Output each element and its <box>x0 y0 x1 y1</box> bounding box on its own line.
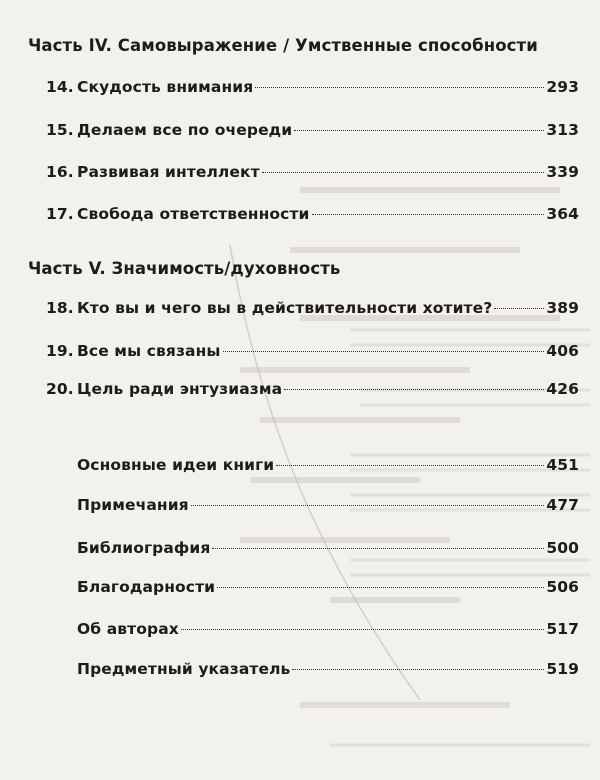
dot-leader <box>217 587 544 588</box>
toc-entry-18[interactable] <box>46 299 579 317</box>
toc-entry-index[interactable] <box>77 660 579 678</box>
toc-entry-15[interactable] <box>46 121 579 139</box>
page-number: 517 <box>546 620 579 638</box>
chapter-title: Скудость внимания <box>77 78 254 96</box>
dot-leader <box>181 629 544 630</box>
dot-leader <box>191 505 545 506</box>
section-title: Основные идеи книги <box>77 456 275 474</box>
chapter-number: 20. <box>46 380 74 398</box>
toc-entry-notes[interactable] <box>77 496 579 514</box>
chapter-title: Кто вы и чего вы в действительности хотите? <box>77 299 493 317</box>
chapter-title: Развивая интеллект <box>77 163 260 181</box>
part-title-v: Часть V. Значимость/духовность <box>28 259 341 278</box>
page-number: 406 <box>546 342 579 360</box>
dot-leader <box>262 172 545 173</box>
section-title: Предметный указатель <box>77 660 291 678</box>
chapter-title: Делаем все по очереди <box>77 121 293 139</box>
page-number: 313 <box>546 121 579 139</box>
section-title: Библиография <box>77 539 211 557</box>
page-number: 519 <box>546 660 579 678</box>
chapter-title: Цель ради энтузиазма <box>77 380 283 398</box>
page-number: 426 <box>546 380 579 398</box>
chapter-number: 17. <box>46 205 74 223</box>
chapter-number: 18. <box>46 299 74 317</box>
dot-leader <box>212 548 544 549</box>
toc-entry-17[interactable] <box>46 205 579 223</box>
section-title: Благодарности <box>77 578 216 596</box>
chapter-number: 16. <box>46 163 74 181</box>
dot-leader <box>255 87 544 88</box>
dot-leader <box>276 465 544 466</box>
dot-leader <box>312 214 545 215</box>
page-number: 293 <box>546 78 579 96</box>
toc-entry-19[interactable] <box>46 342 579 360</box>
toc-entry-20[interactable] <box>46 380 579 398</box>
page-number: 339 <box>546 163 579 181</box>
section-title: Об авторах <box>77 620 179 638</box>
dot-leader <box>294 130 544 131</box>
toc-entry-bibliography[interactable] <box>77 539 579 557</box>
page-number: 500 <box>546 539 579 557</box>
dot-leader <box>223 351 545 352</box>
dot-leader <box>292 669 544 670</box>
page-number: 364 <box>546 205 579 223</box>
dot-leader <box>494 308 544 309</box>
page-number: 451 <box>546 456 579 474</box>
page-number: 389 <box>546 299 579 317</box>
chapter-number: 19. <box>46 342 74 360</box>
toc-entry-14[interactable] <box>46 78 579 96</box>
chapter-title: Свобода ответственности <box>77 205 310 223</box>
chapter-number: 15. <box>46 121 74 139</box>
toc-entry-16[interactable] <box>46 163 579 181</box>
toc-entry-about-authors[interactable] <box>77 620 579 638</box>
toc-entry-key-ideas[interactable] <box>77 456 579 474</box>
chapter-title: Все мы связаны <box>77 342 221 360</box>
part-title-iv: Часть IV. Самовыражение / Умственные способности <box>28 36 538 55</box>
section-title: Примечания <box>77 496 189 514</box>
toc-entry-acknowledgments[interactable] <box>77 578 579 596</box>
page-number: 477 <box>546 496 579 514</box>
chapter-number: 14. <box>46 78 74 96</box>
dot-leader <box>284 389 544 390</box>
page-number: 506 <box>546 578 579 596</box>
